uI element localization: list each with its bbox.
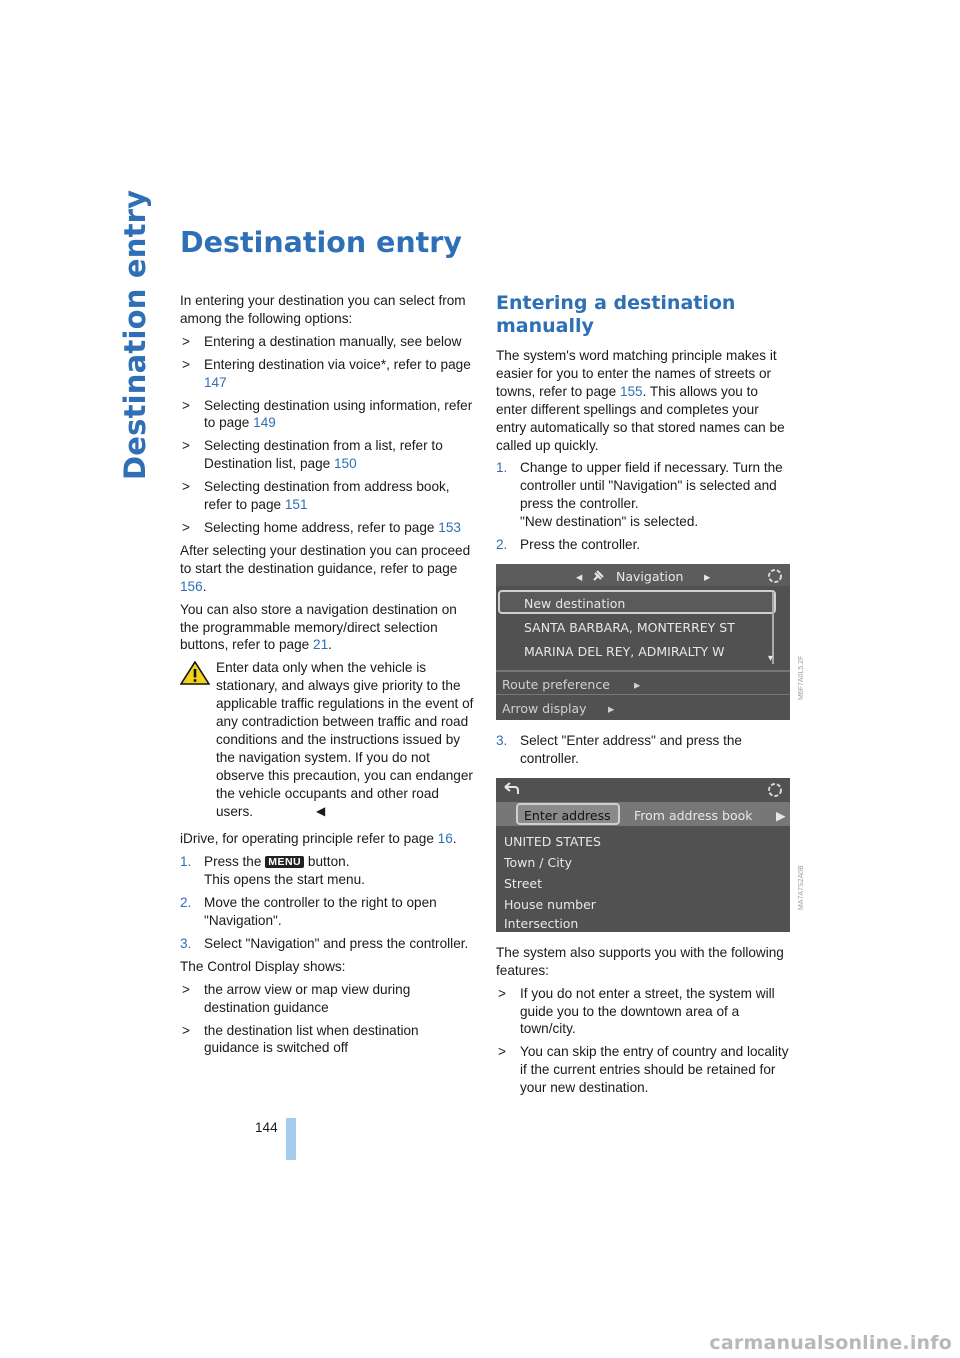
after-paragraph: After selecting your destination you can proceed to start the destination guidance, refer to page 156. [180, 542, 471, 594]
tab-from-address-book: From address book [634, 807, 753, 823]
warning-note [180, 659, 475, 839]
tab-enter-address: Enter address [524, 807, 611, 823]
page-link[interactable]: 16 [437, 831, 453, 847]
address-entry-screenshot: Enter address From address book ▶ UNITED STATES Town / City Street House number Intersection [496, 778, 790, 932]
menu-item-recent-destination: SANTA BARBARA, MONTERREY ST [524, 619, 735, 635]
menu-key-icon: MENU [265, 856, 304, 868]
menu-item-arrow-display: Arrow display [502, 700, 587, 716]
menu-item-route-preference: Route preference [502, 676, 610, 692]
step-item: 1. Change to upper field if necessary. Turn the controller until "Navigation" is selected and press the controller. "New destination" is selected. [496, 460, 783, 530]
step-item: 3. Select "Enter address" and press the controller. [496, 732, 742, 766]
section-heading: Entering a destination manually [496, 292, 736, 337]
warning-triangle-icon [180, 661, 210, 685]
intro-paragraph: In entering your destination you can select from among the following options: [180, 293, 466, 326]
page-link[interactable]: 21 [313, 637, 329, 653]
controller-icon [766, 567, 784, 585]
back-arrow-icon [502, 781, 520, 797]
page-marker-bar [286, 1118, 296, 1160]
menu-item-new-destination: New destination [524, 595, 626, 611]
address-field-town: Town / City [504, 854, 572, 870]
option-item: > Selecting home address, refer to page 153 [182, 519, 461, 535]
features-intro: The system also supports you with the following features: [496, 944, 784, 978]
page-link[interactable]: 150 [333, 456, 357, 472]
page-link[interactable]: 147 [204, 374, 227, 390]
step-item: 2. Move the controller to the right to open "Navigation". [180, 895, 437, 928]
page-link[interactable]: 151 [284, 497, 308, 513]
display-intro: The Control Display shows: [180, 958, 346, 974]
image-code: M6F7A0L5.2F [798, 655, 805, 700]
step-item: 1. Press the MENU button. This opens the start menu. [180, 854, 365, 888]
right-column [496, 292, 792, 1102]
menu-item-recent-destination: MARINA DEL REY, ADMIRALTY W [524, 643, 725, 659]
feature-item: > You can skip the entry of country and locality if the current entries should be retained for your new destination. [498, 1044, 789, 1096]
address-field-street: Street [504, 875, 542, 891]
image-code: MA7A7S2A0B [798, 865, 805, 910]
page-link[interactable]: 149 [253, 415, 276, 431]
option-item: > Entering a destination manually, see below [182, 333, 462, 349]
option-item: > Entering destination via voice*, refer to page 147 [182, 356, 471, 390]
page-link[interactable]: 153 [438, 519, 461, 535]
right-intro: The system's word matching principle makes it easier for you to enter the names of streets or towns, refer to page 155. This allows you to enter different spellings and completes your entry automatically so that stored names can be called up quickly. [496, 348, 785, 453]
controller-icon [766, 781, 784, 799]
option-item: > Selecting destination from address book, refer to page 151 [182, 479, 450, 513]
navigation-menu-screenshot: ◂ Navigation ▸ New destination SANTA BARBARA, MONTERREY ST MARINA DEL REY, ADMIRALTY W ▾ Route preference ▸ Arrow display ▸ [496, 564, 790, 720]
step-item: 2. Press the controller. [496, 537, 641, 553]
store-paragraph: You can also store a navigation destination on the programmable memory/direct selection buttons, refer to page 21. [180, 601, 457, 653]
end-marker: ◀ [316, 804, 326, 819]
option-item: > Selecting destination from a list, refer to Destination list, page 150 [182, 438, 443, 472]
warning-text: Enter data only when the vehicle is stationary, and always give priority to the applicable traffic regulations in the event of any contradiction between traffic and road conditions and the instructions issued by the navigation system. If you do not observe this precaution, you can endanger the vehicle occupants and other road users. [216, 660, 474, 819]
navigation-satellite-icon [592, 568, 606, 582]
idrive-paragraph: iDrive, for operating principle refer to page 16. [180, 831, 457, 847]
display-item: > the destination list when destination guidance is switched off [182, 1022, 419, 1056]
option-item: > Selecting destination using information, refer to page 149 [182, 397, 473, 431]
watermark-footer: carmanualsonline.info [709, 1332, 952, 1354]
page-link[interactable]: 156 [180, 578, 203, 594]
address-field-intersection: Intersection [504, 915, 579, 931]
left-column [180, 292, 475, 1062]
step-item: 3. Select "Navigation" and press the controller. [180, 935, 469, 951]
display-item: > the arrow view or map view during destination guidance [182, 981, 411, 1015]
screen-header-navigation: Navigation [616, 568, 684, 584]
page-title: Destination entry [180, 226, 462, 259]
address-field-house-number: House number [504, 896, 596, 912]
side-section-title: Destination entry [118, 189, 152, 480]
address-field-country: UNITED STATES [504, 833, 601, 849]
page-number: 144 [255, 1120, 278, 1135]
feature-item: > If you do not enter a street, the system will guide you to the downtown area of a town/city. [498, 985, 775, 1037]
page-link[interactable]: 155 [619, 383, 643, 399]
